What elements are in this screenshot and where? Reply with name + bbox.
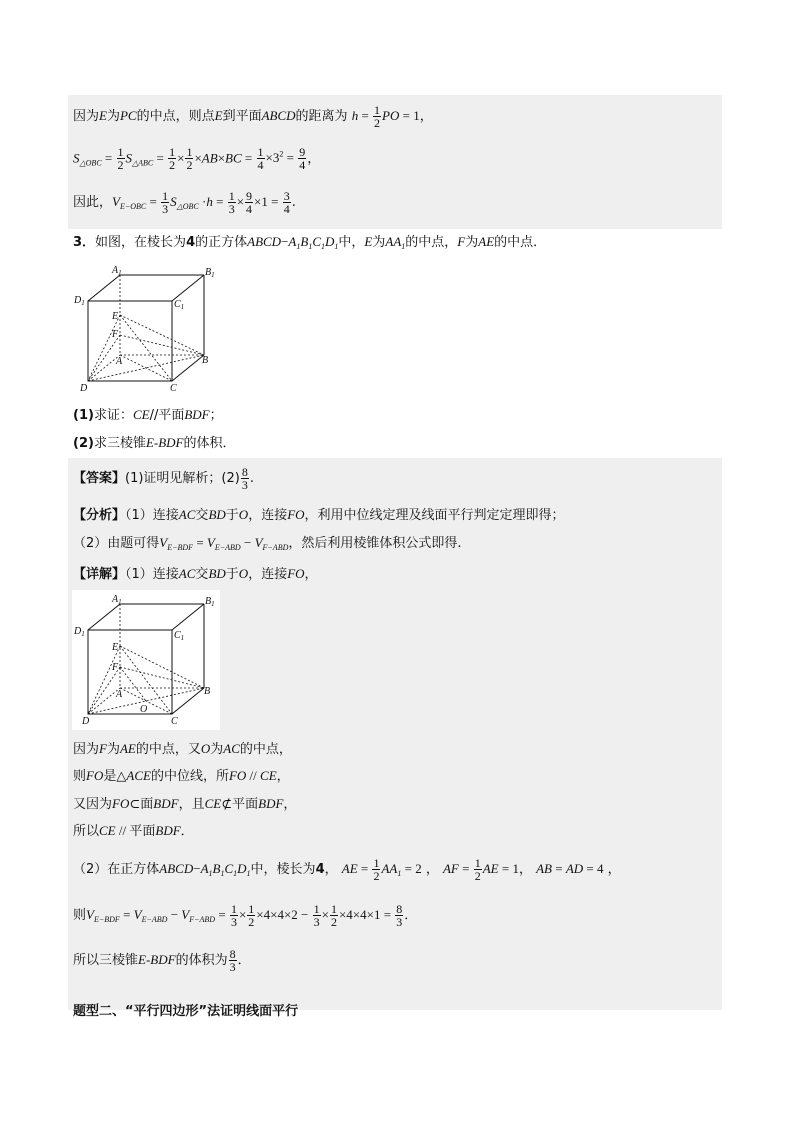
svg-text:E: E (112, 642, 119, 653)
detail-line-5: 所以CE // 平面BDF． (73, 823, 194, 839)
detail-line-7: 则$V_{E-BDF} = V_{E-ABD} - V_{F-ABD}$ = $\frac{1}{3}$ × $\frac{1}{2}$ ×4×4×2 − $\frac{1}{3}$ × $\frac{1}{2}$ ×4×4×1 = $\frac{8}{3}$ ． (73, 902, 418, 929)
detail-line-2: 因为F为AE的中点，又O为AC的中点， (73, 741, 292, 757)
svg-text:B1: $B_1$ (205, 596, 215, 608)
cube-figure-with-o (74, 592, 220, 728)
svg-text:B: B (204, 686, 211, 697)
math-line: 因此，$V_{E-OBC}$ = $\frac{1}{3}$ $S_{\triangle OBC} \cdot h$ = $\frac{1}{3}$ × $\frac{9}{4}$ ×1 = $\frac{3}{4}$ . (73, 189, 296, 216)
svg-text:B: B (202, 355, 209, 366)
text-line: 因为E为PC的中点，则点E到平面ABCD的距离为 h = $\frac{1}{2}$ PO = 1， (73, 103, 433, 130)
detail-line-3: 则FO是△ACE的中位线，所FO // CE， (73, 768, 290, 784)
svg-text:C1: $C_1$ (174, 299, 185, 311)
analysis-line-1: 【分析】（1）连接AC交BD于O，连接FO，利用中位线定理及线面平行判定定理即得； (73, 507, 565, 523)
svg-text:O: O (140, 704, 148, 715)
section-title: 题型二、“平行四边形”法证明线面平行 (73, 1004, 299, 1019)
svg-text:D1: $D_1$ (74, 626, 85, 638)
svg-text:E: E (112, 311, 119, 322)
fraction: $\frac{1}{2}$ (374, 103, 381, 130)
svg-text:F: F (112, 329, 119, 340)
detail-line-6: （2）在正方体$ABCD-A_1B_1C_1D_1$中，棱长为4， AE = $\frac{1}{2}$ $AA_1 = 2$ ， AF = $\frac{1}{2}$ AE = 1， AB = AD = 4 ， (73, 856, 621, 883)
cube-figure (74, 263, 220, 395)
detail-line-8: 所以三棱锥E-BDF的体积为 $\frac{8}{3}$ ． (73, 947, 251, 974)
math-line: $S_{\triangle OBC}$ = $\frac{1}{2}$ $S_{\triangle ABC}$ = $\frac{1}{2}$ × $\frac{1}{2}$ ×AB×BC = $\frac{1}{4}$ $\times 3^2$ = $\frac{9}{4}$ ， (73, 145, 321, 173)
svg-text:F: F (112, 662, 119, 673)
svg-text:B1: $B_1$ (205, 267, 215, 279)
answer-line: 【答案】(1)证明见解析；(2) $\frac{8}{3}$ . (73, 465, 254, 492)
question-1: (1)求证：CE//平面BDF； (73, 407, 223, 423)
svg-text:D: D (82, 716, 90, 727)
detail-line-1: 【详解】（1）连接AC交BD于O，连接FO， (73, 566, 318, 582)
svg-text:D: D (80, 383, 88, 394)
svg-text:C: C (170, 383, 177, 394)
question-2: (2)求三棱锥E-BDF的体积． (73, 435, 236, 451)
svg-text:D1: $D_1$ (74, 295, 85, 307)
svg-text:C: C (171, 716, 178, 727)
svg-text:C1: $C_1$ (174, 630, 185, 642)
detail-line-4: 又因为FO⊂面BDF，且CE⊄平面BDF， (73, 796, 297, 812)
svg-text:A1: $A_1$ (112, 594, 122, 606)
svg-text:A: A (116, 689, 123, 700)
analysis-line-2: （2）由题可得$V_{E-BDF} = V_{E-ABD} - V_{F-ABD}$，然后利用棱锥体积公式即得. (73, 535, 462, 552)
svg-text:A1: $A_1$ (112, 265, 122, 277)
problem-stem: 3．如图，在棱长为4的正方体$ABCD-A_1B_1C_1D_1$中，E为$AA_1$的中点，F为AE的中点． (73, 234, 547, 251)
svg-text:A: A (116, 356, 123, 367)
